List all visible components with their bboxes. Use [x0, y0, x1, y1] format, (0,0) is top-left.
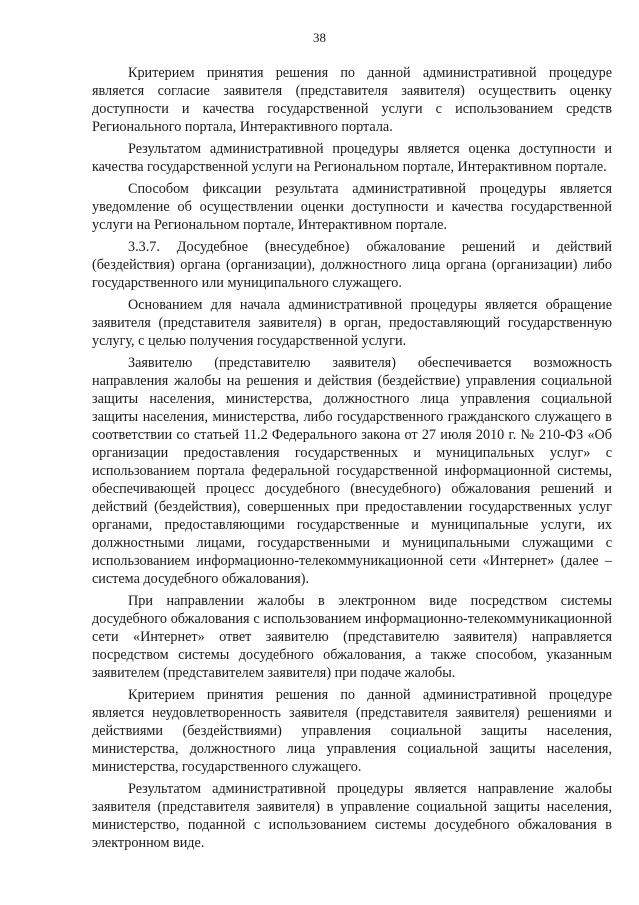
document-body [92, 64, 612, 856]
paragraph: Критерием принятия решения по данной административной процедуре является неудовлетворенность заявителя (представителя заявителя) решениями и действиями (бездействиями) управления социальной защиты населения, министерства, должностного лица управления социальной защиты населения, министерства, государственного служащего. [92, 687, 612, 775]
section-heading-paragraph: 3.3.7. Досудебное (внесудебное) обжалование решений и действий (бездействия) органа (организации), должностного лица органа (организации) либо государственного или муниципального служащего. [92, 239, 612, 291]
paragraph: Критерием принятия решения по данной административной процедуре является согласие заявителя (представителя заявителя) осуществить оценку доступности и качества государственной услуги с использованием средств Регионального портала, Интерактивного портала. [92, 65, 612, 135]
paragraph: Результатом административной процедуры является направление жалобы заявителя (представителя заявителя) в управление социальной защиты населения, министерство, поданной с использованием системы досудебного обжалования в электронном виде. [92, 781, 612, 851]
paragraph: Способом фиксации результата административной процедуры является уведомление об осуществлении оценки доступности и качества государственной услуги на Региональном портале, Интерактивном портале. [92, 181, 612, 233]
page-number: 38 [313, 30, 326, 45]
paragraph: Результатом административной процедуры является оценка доступности и качества государственной услуги на Региональном портале, Интерактивном портале. [92, 141, 612, 175]
paragraph: Основанием для начала административной процедуры является обращение заявителя (представителя заявителя) в орган, предоставляющий государственную услугу, с целью получения государственной услуги. [92, 297, 612, 349]
paragraph: При направлении жалобы в электронном виде посредством системы досудебного обжалования с использованием информационно-телекоммуникационной сети «Интернет» ответ заявителю (представителю заявителя) направляется посредством системы досудебного обжалования, а также способом, указанным заявителем (представителем заявителя) при подаче жалобы. [92, 593, 612, 681]
paragraph: Заявителю (представителю заявителя) обеспечивается возможность направления жалобы на решения и действия (бездействие) управления социальной защиты населения, министерства, должностного лица управления социальной защиты населения, министерства, либо государственного гражданского служащего в соответствии со статьей 11.2 Федерального закона от 27 июля 2010 г. № 210-ФЗ «Об организации предоставления государственных и муниципальных услуг» с использованием портала федеральной государственной информационной системы, обеспечивающей процесс досудебного (внесудебного) обжалования решений и действий (бездействия), совершенных при предоставлении государственных услуг органами, предоставляющими государственные и муниципальные услуги, их должностными лицами, государственными и муниципальными служащими с использованием информационно-телекоммуникационной сети «Интернет» (далее – система досудебного обжалования). [92, 355, 612, 587]
